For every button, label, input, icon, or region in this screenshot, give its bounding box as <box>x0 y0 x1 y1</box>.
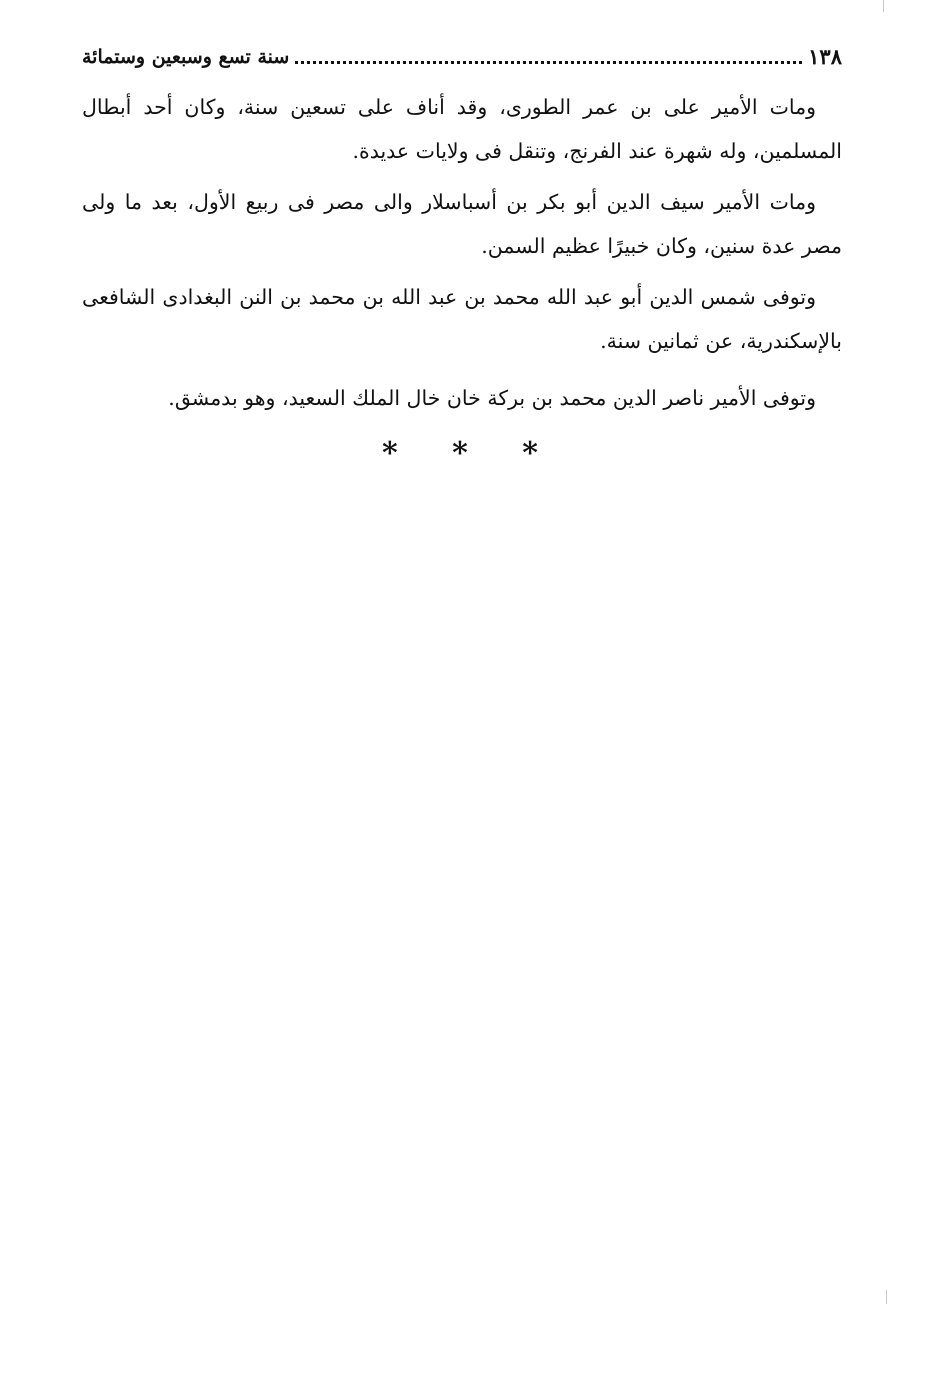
running-title: سنة تسع وسبعين وستمائة <box>82 46 290 68</box>
section-break-asterisks: * * * <box>382 435 560 471</box>
paragraph-nasir-al-din: وتوفى الأمير ناصر الدين محمد بن بركة خان خال الملك السعيد، وهو بدمشق. <box>168 386 816 410</box>
scan-margin-mark <box>883 0 884 12</box>
scan-margin-mark <box>886 1290 887 1304</box>
running-head <box>82 40 842 70</box>
paragraph-sayf-al-din: ومات الأمير سيف الدين أبو بكر بن أسباسلار والى مصر فى ربيع الأول، بعد ما ولى مصر عدة سنين، وكان خبيرًا عظيم السمن. <box>82 190 842 258</box>
page-number: ١٣٨ <box>808 44 842 69</box>
dot-leader <box>295 57 802 64</box>
paragraph-shams-al-din: وتوفى شمس الدين أبو عبد الله محمد بن عبد الله بن محمد بن النن البغدادى الشافعى بالإسكندرية، عن ثمانين سنة. <box>82 285 842 353</box>
paragraph-ali-ibn-umar: ومات الأمير على بن عمر الطورى، وقد أناف على تسعين سنة، وكان أحد أبطال المسلمين، وله شهرة عند الفرنج، وتنقل فى ولايات عديدة. <box>82 95 842 163</box>
book-page <box>82 40 842 471</box>
body-text <box>82 86 842 421</box>
